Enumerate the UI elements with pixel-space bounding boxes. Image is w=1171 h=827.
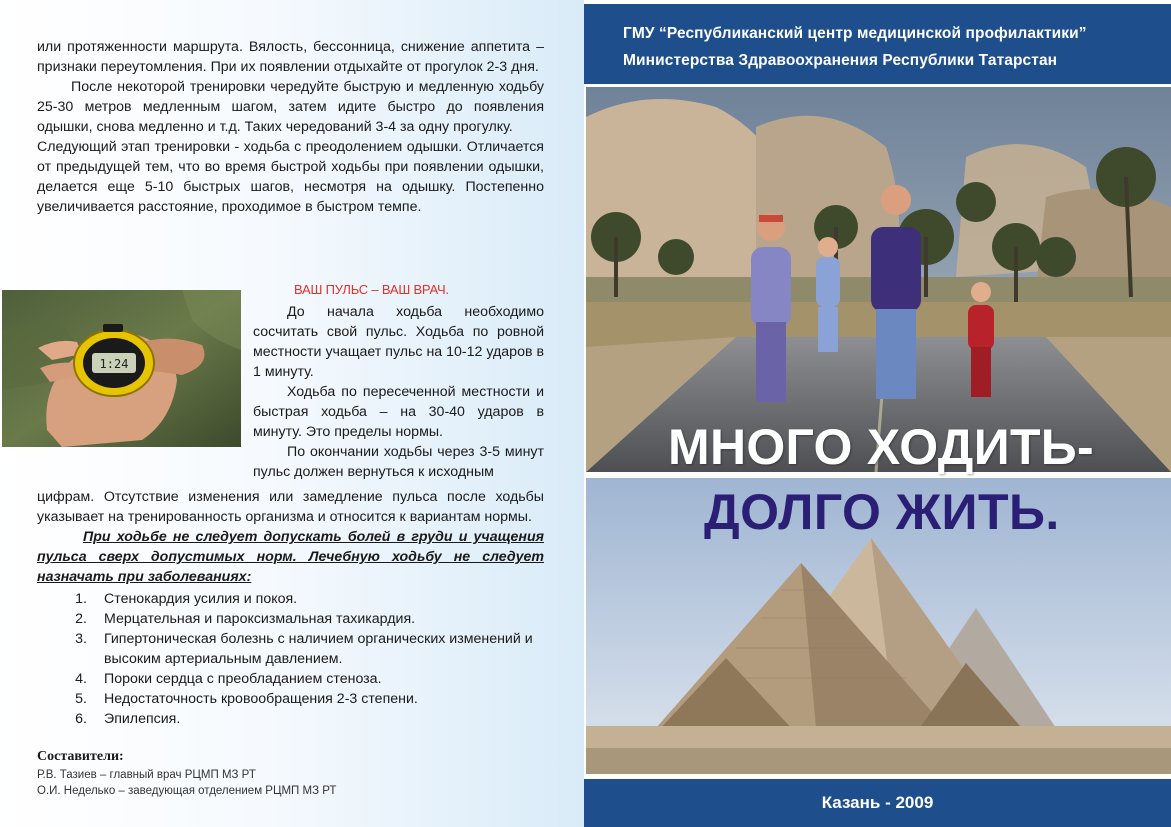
author-1: Р.В. Тазиев – главный врач РЦМП МЗ РТ [37, 769, 256, 781]
list-item: 6. Эпилепсия. [75, 711, 181, 727]
pulse-paragraph-2: Ходьба по пересеченной местности и быстрая ходьба – на 30-40 ударов в минуту. Это пределы нормы. [253, 384, 544, 440]
list-item: 5. Недостаточность кровообращения 2-3 степени. [75, 691, 418, 707]
pulse-text-continued [37, 487, 544, 527]
header-bar [584, 4, 1171, 84]
author-2: О.И. Неделько – заведующая отделением РЦМП МЗ РТ [37, 785, 337, 797]
paragraph-dyspnea-stage: Следующий этап тренировки - ходьба с преодолением одышки. Отличается от предыдущей тем, что во время быстрой ходьбы при появлении одышки, делается еще 5-10 быстрых шагов, несмотря на одышку. Постепенно увеличивается расстояние, проходимое в быстром темпе. [37, 139, 544, 215]
paragraph-alternating-walk: После некоторой тренировки чередуйте быструю и медленную ходьбу 25-30 метров медленным шагом, затем идите быстро до появления одышки, снова медленно и т.д. Таких чередований 3-4 за одну прогулку. [37, 79, 544, 135]
stopwatch-display: 1:24 [99, 357, 129, 371]
intro-text [37, 37, 544, 217]
header-ministry: Министерства Здравоохранения Республики Татарстан [623, 52, 1058, 69]
pulse-paragraph-3: По окончании ходьбы через 3-5 минут пульс должен вернуться к исходным [253, 444, 544, 480]
pulse-paragraph-3-end: цифрам. Отсутствие изменения или замедление пульса после ходьбы указывает на тренированность организма и относится к вариантам нормы. [37, 489, 544, 525]
warning-text: При ходьбе не следует допускать болей в груди и учащения пульса сверх допустимых норм. Лечебную ходьбу не следует назначать при заболеваниях: [37, 529, 544, 585]
family-walking-photo [586, 87, 1171, 472]
pulse-paragraph-1: До начала ходьба необходимо сосчитать свой пульс. Ходьба по ровной местности учащает пульс на 10-12 ударов в 1 минуту. [253, 304, 544, 380]
list-item: 2. Мерцательная и пароксизмальная тахикардия. [75, 611, 416, 627]
footer-city-year: Казань - 2009 [821, 793, 934, 812]
header-organization: ГМУ “Республиканский центр медицинской профилактики” [623, 25, 1087, 42]
paragraph-fatigue: или протяженности маршрута. Вялость, бессонница, снижение аппетита – признаки переутомления. При их появлении отдыхайте от прогулок 2-3 дня. [37, 39, 544, 75]
list-item: 3. Гипертоническая болезнь с наличием органических изменений и высоким артериальным давлением. [75, 631, 533, 667]
contraindication-list [58, 589, 548, 729]
pulse-text [253, 302, 544, 482]
authors-title: Составители: [37, 749, 124, 764]
list-item: 4. Пороки сердца с преобладанием стеноза. [75, 671, 382, 687]
title-line-1: МНОГО ХОДИТЬ- [668, 419, 1094, 475]
stopwatch-photo [2, 290, 241, 447]
list-item: 1. Стенокардия усилия и покоя. [75, 591, 298, 607]
title-line-2: ДОЛГО ЖИТЬ. [704, 484, 1060, 540]
pulse-heading: ВАШ ПУЛЬС – ВАШ ВРАЧ. [294, 282, 449, 297]
